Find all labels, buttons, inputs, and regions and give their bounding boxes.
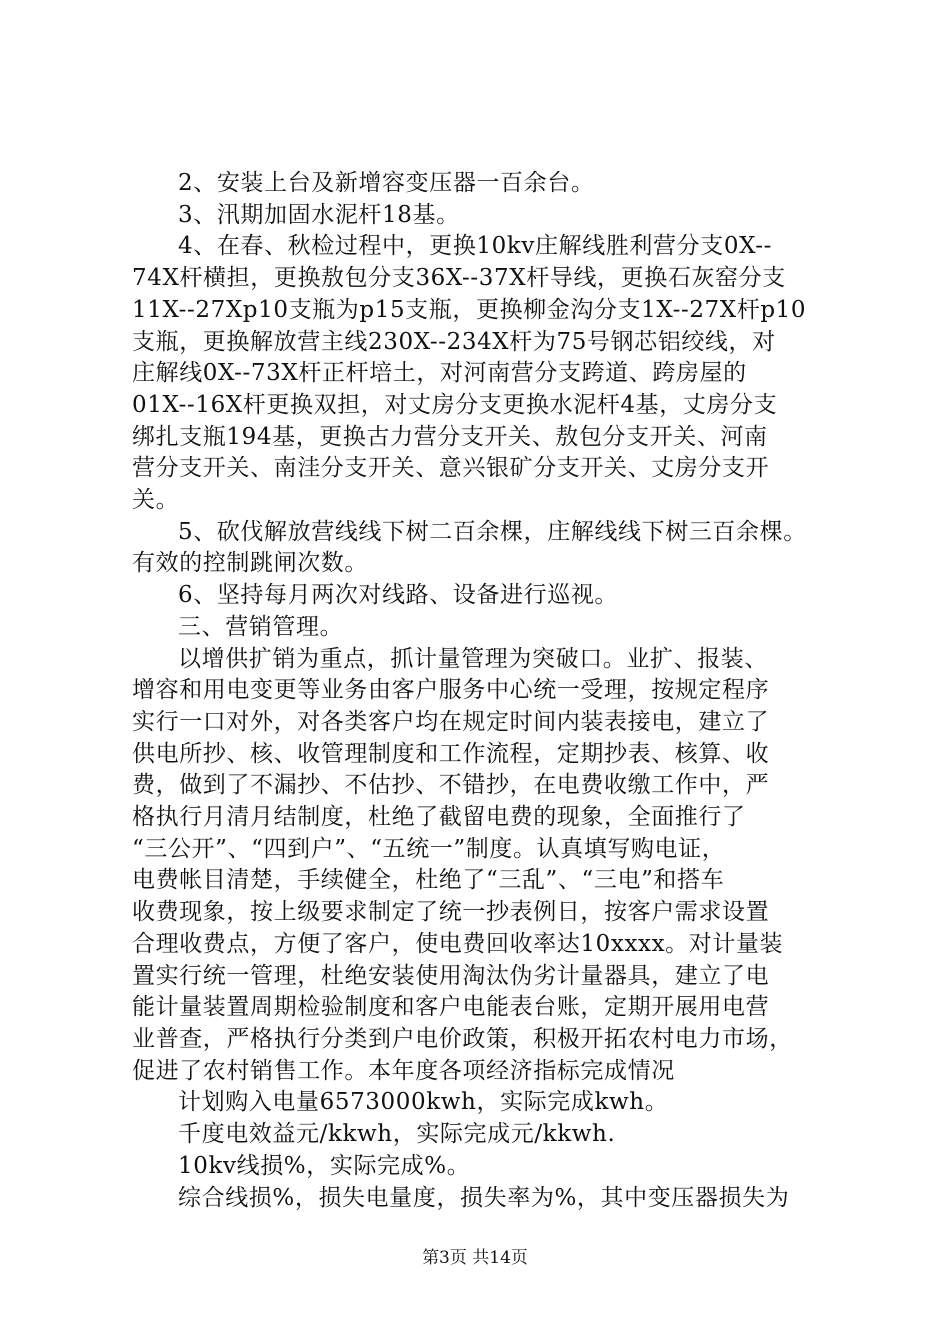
text-line: 综合线损%，损失电量度，损失率为%，其中变压器损失为 xyxy=(178,1184,790,1211)
text-line: 计划购入电量6573000kwh，实际完成kwh。 xyxy=(178,1089,669,1116)
text-line: 合理收费点，方便了客户，使电费回收率达10xxxx。对计量装 xyxy=(132,930,784,957)
text-line: 电费帐目清楚，手续健全，杜绝了“三乱”、“三电”和搭车 xyxy=(132,867,725,894)
text-line: 以增供扩销为重点，抓计量管理为突破口。业扩、报装、 xyxy=(178,645,768,672)
text-line: 01X--16X杆更换双担，对丈房分支更换水泥杆4基，丈房分支 xyxy=(132,391,778,418)
text-line: 4、在春、秋检过程中，更换10kv庄解线胜利营分支0X-- xyxy=(178,233,772,260)
text-line: 收费现象，按上级要求制定了统一抄表例日，按客户需求设置 xyxy=(132,899,770,926)
text-line: 11X--27Xp10支瓶为p15支瓶，更换柳金沟分支1X--27X杆p10 xyxy=(132,296,807,323)
text-line: 营分支开关、南洼分支开关、意兴银矿分支开关、丈房分支开 xyxy=(132,455,770,482)
text-line: 三、营销管理。 xyxy=(178,613,344,640)
page-footer: 第3页 共14页 xyxy=(422,1248,528,1268)
text-line: 关。 xyxy=(132,487,180,514)
text-line: 能计量装置周期检验制度和客户电能表台账，定期开展用电营 xyxy=(132,994,770,1021)
text-line: 3、汛期加固水泥杆18基。 xyxy=(178,201,460,228)
text-line: 千度电效益元/kkwh，实际完成元/kkwh. xyxy=(178,1121,616,1148)
text-line: 支瓶，更换解放营主线230X--234X杆为75号钢芯铝绞线，对 xyxy=(132,328,776,355)
text-line: 10kv线损%，实际完成%。 xyxy=(178,1152,471,1179)
text-line: 供电所抄、核、收管理制度和工作流程，定期抄表、核算、收 xyxy=(132,740,770,767)
document-body xyxy=(132,168,832,1214)
text-line: 庄解线0X--73X杆正杆培土，对河南营分支跨道、跨房屋的 xyxy=(132,360,747,387)
text-line: 促进了农村销售工作。本年度各项经济指标完成情况 xyxy=(132,1057,675,1084)
text-line: 2、安装上台及新增容变压器一百余台。 xyxy=(178,170,595,196)
text-line: 费，做到了不漏抄、不估抄、不错抄，在电费收缴工作中，严 xyxy=(132,772,770,799)
text-line: 6、坚持每月两次对线路、设备进行巡视。 xyxy=(178,582,619,609)
text-line: 绑扎支瓶194基，更换古力营分支开关、敖包分支开关、河南 xyxy=(132,423,768,450)
text-line: 增容和用电变更等业务由客户服务中心统一受理，按规定程序 xyxy=(132,677,770,704)
text-line: 有效的控制跳闸次数。 xyxy=(132,550,368,577)
text-line: 格执行月清月结制度，杜绝了截留电费的现象，全面推行了 xyxy=(132,804,746,831)
text-line: 5、砍伐解放营线线下树二百余棵，庄解线线下树三百余棵。 xyxy=(178,518,807,545)
text-line: “三公开”、“四到户”、“五统一”制度。认真填写购电证， xyxy=(132,835,726,862)
text-line: 74X杆横担，更换敖包分支36X--37X杆导线，更换石灰窑分支 xyxy=(132,265,786,292)
text-line: 置实行统一管理，杜绝安装使用淘汰伪劣计量器具，建立了电 xyxy=(132,962,770,989)
text-line: 业普查，严格执行分类到户电价政策，积极开拓农村电力市场， xyxy=(132,1025,793,1052)
text-line: 实行一口对外，对各类客户均在规定时间内装表接电，建立了 xyxy=(132,708,770,735)
